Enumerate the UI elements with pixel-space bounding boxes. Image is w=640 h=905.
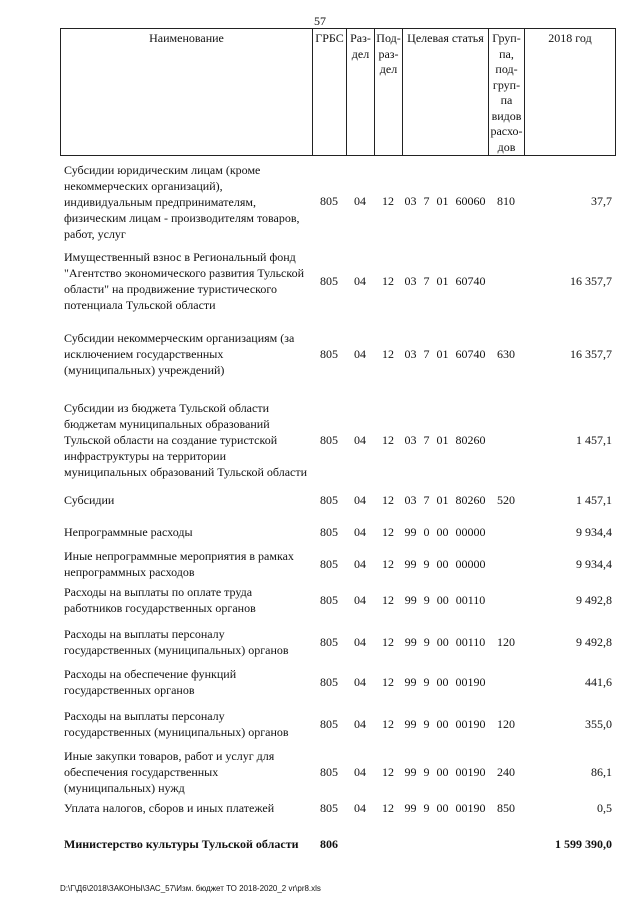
row-name: Расходы на выплаты по оплате труда работников государственных органов xyxy=(64,585,256,615)
target-cell: 03 7 01 60740 xyxy=(404,274,486,288)
table-header xyxy=(60,28,616,156)
grbs-cell: 805 xyxy=(320,675,338,689)
vid-cell: 120 xyxy=(497,717,515,731)
grbs-cell: 805 xyxy=(320,593,338,607)
podrazdel-cell: 12 xyxy=(382,635,394,649)
podrazdel-cell: 12 xyxy=(382,194,394,208)
amount-cell: 355,0 xyxy=(585,717,612,731)
header-year: 2018 год xyxy=(548,31,592,45)
row-name: Расходы на обеспечение функций государственных органов xyxy=(64,667,237,697)
page-number: 57 xyxy=(314,14,326,28)
grbs-cell: 805 xyxy=(320,635,338,649)
podrazdel-cell: 12 xyxy=(382,675,394,689)
target-cell: 99 9 00 00190 xyxy=(404,717,486,731)
row-name: Субсидии из бюджета Тульской области бюджетам муниципальных образований Тульской области на создание туристской инфраструктуры на территории муниципальных образований Тульской области xyxy=(64,401,308,479)
razdel-cell: 04 xyxy=(354,593,366,607)
row-name: Иные непрограммные мероприятия в рамках непрограммных расходов xyxy=(64,549,294,579)
podrazdel-cell: 12 xyxy=(382,433,394,447)
razdel-cell: 04 xyxy=(354,635,366,649)
table-row xyxy=(60,796,616,820)
table-row xyxy=(60,704,616,744)
vid-cell: 810 xyxy=(497,194,515,208)
target-cell: 03 7 01 80260 xyxy=(404,493,486,507)
amount-cell: 9 934,4 xyxy=(576,525,612,539)
amount-cell: 0,5 xyxy=(597,801,612,815)
amount-cell: 1 457,1 xyxy=(576,493,612,507)
razdel-cell: 04 xyxy=(354,717,366,731)
amount-cell: 9 492,8 xyxy=(576,593,612,607)
amount-cell: 86,1 xyxy=(591,765,612,779)
vid-cell: 240 xyxy=(497,765,515,779)
header-vid: Груп- па, под- груп- па видов расхо- дов xyxy=(489,29,525,155)
grbs-cell: 805 xyxy=(320,765,338,779)
file-path: D:\Г\Д6\2018\ЗАКОНЫ\ЗАС_57\Изм. бюджет ТО 2018-2020_2 vr\pr8.xls xyxy=(60,884,321,893)
table-row xyxy=(60,242,616,320)
amount-cell: 1 457,1 xyxy=(576,433,612,447)
table-row xyxy=(60,662,616,702)
target-cell: 99 9 00 00190 xyxy=(404,801,486,815)
amount-cell: 16 357,7 xyxy=(570,347,612,361)
target-cell: 99 9 00 00110 xyxy=(404,593,486,607)
row-name: Расходы на выплаты персоналу государственных (муниципальных) органов xyxy=(64,627,289,657)
razdel-cell: 04 xyxy=(354,675,366,689)
table-row xyxy=(60,548,616,580)
amount-cell: 37,7 xyxy=(591,194,612,208)
amount-cell: 441,6 xyxy=(585,675,612,689)
podrazdel-cell: 12 xyxy=(382,801,394,815)
target-cell: 99 9 00 00190 xyxy=(404,765,486,779)
podrazdel-cell: 12 xyxy=(382,765,394,779)
table-row xyxy=(60,622,616,662)
amount-cell: 16 357,7 xyxy=(570,274,612,288)
grbs-cell: 805 xyxy=(320,493,338,507)
target-cell: 99 9 00 00000 xyxy=(404,557,486,571)
row-name: Субсидии некоммерческим организациям (за исключением государственных (муниципальных) учреждений) xyxy=(64,331,295,377)
grbs-cell: 805 xyxy=(320,433,338,447)
target-cell: 03 7 01 80260 xyxy=(404,433,486,447)
table-row xyxy=(60,488,616,512)
podrazdel-cell: 12 xyxy=(382,274,394,288)
header-razdel: Раз- дел xyxy=(347,29,375,155)
podrazdel-cell: 12 xyxy=(382,493,394,507)
razdel-cell: 04 xyxy=(354,194,366,208)
row-name: Субсидии юридическим лицам (кроме некоммерческих организаций), индивидуальным предпринимателям, физическим лицам - производителям товаров, работ, услуг xyxy=(64,163,300,241)
table-row xyxy=(60,162,616,240)
razdel-cell: 04 xyxy=(354,274,366,288)
row-name: Иные закупки товаров, работ и услуг для обеспечения государственных (муниципальных) нужд xyxy=(64,749,275,795)
vid-cell: 630 xyxy=(497,347,515,361)
podrazdel-cell: 12 xyxy=(382,347,394,361)
grbs-cell: 805 xyxy=(320,525,338,539)
razdel-cell: 04 xyxy=(354,525,366,539)
table-row xyxy=(60,744,616,800)
table-row xyxy=(60,520,616,544)
razdel-cell: 04 xyxy=(354,801,366,815)
target-cell: 99 0 00 00000 xyxy=(404,525,486,539)
header-podrazdel: Под- раз- дел xyxy=(375,29,403,155)
grbs-cell: 805 xyxy=(320,717,338,731)
podrazdel-cell: 12 xyxy=(382,717,394,731)
grbs-cell: 805 xyxy=(320,194,338,208)
table-row xyxy=(60,390,616,490)
vid-cell: 850 xyxy=(497,801,515,815)
row-name: Имущественный взнос в Региональный фонд "Агентство экономического развития Тульской области" на продвижение туристического потенциала Тульской области xyxy=(64,250,305,312)
razdel-cell: 04 xyxy=(354,433,366,447)
target-cell: 03 7 01 60060 xyxy=(404,194,486,208)
target-cell: 03 7 01 60740 xyxy=(404,347,486,361)
grbs-cell: 805 xyxy=(320,274,338,288)
header-grbs: ГРБС xyxy=(313,29,347,155)
amount-cell: 1 599 390,0 xyxy=(555,837,612,851)
header-name: Наименование xyxy=(61,29,313,155)
razdel-cell: 04 xyxy=(354,765,366,779)
grbs-cell: 805 xyxy=(320,801,338,815)
grbs-cell: 805 xyxy=(320,557,338,571)
table-row xyxy=(60,330,616,378)
row-name: Министерство культуры Тульской области xyxy=(64,837,299,851)
razdel-cell: 04 xyxy=(354,347,366,361)
podrazdel-cell: 12 xyxy=(382,525,394,539)
table-row xyxy=(60,828,616,860)
grbs-cell: 806 xyxy=(320,837,338,851)
amount-cell: 9 934,4 xyxy=(576,557,612,571)
target-cell: 99 9 00 00190 xyxy=(404,675,486,689)
vid-cell: 120 xyxy=(497,635,515,649)
row-name: Уплата налогов, сборов и иных платежей xyxy=(64,801,275,815)
razdel-cell: 04 xyxy=(354,493,366,507)
podrazdel-cell: 12 xyxy=(382,593,394,607)
vid-cell: 520 xyxy=(497,493,515,507)
row-name: Расходы на выплаты персоналу государственных (муниципальных) органов xyxy=(64,709,289,739)
target-cell: 99 9 00 00110 xyxy=(404,635,486,649)
amount-cell: 9 492,8 xyxy=(576,635,612,649)
header-target: Целевая статья xyxy=(403,29,489,155)
grbs-cell: 805 xyxy=(320,347,338,361)
podrazdel-cell: 12 xyxy=(382,557,394,571)
razdel-cell: 04 xyxy=(354,557,366,571)
table-row xyxy=(60,584,616,616)
row-name: Субсидии xyxy=(64,493,115,507)
row-name: Непрограммные расходы xyxy=(64,525,193,539)
